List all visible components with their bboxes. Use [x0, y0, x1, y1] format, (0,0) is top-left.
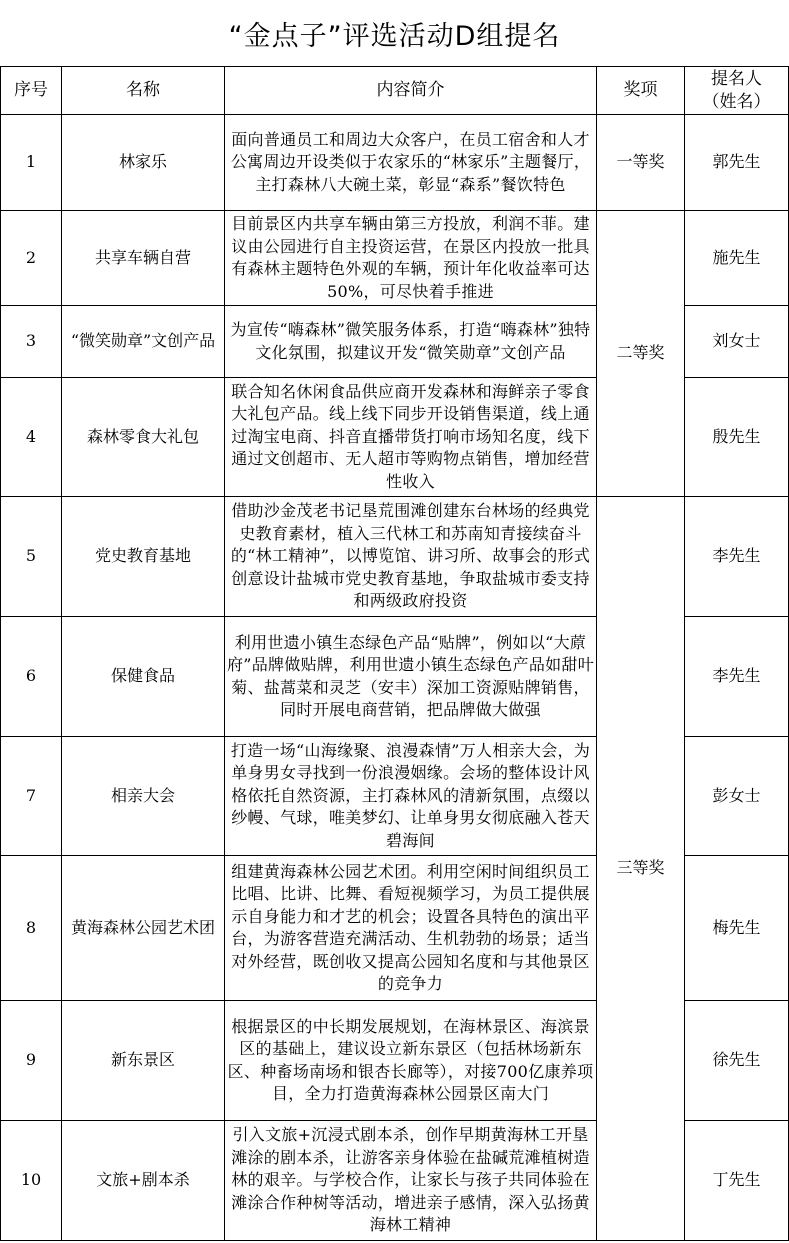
row-name: 相亲大会 [62, 737, 225, 856]
row-index: 4 [1, 378, 62, 497]
table-row [1, 497, 789, 617]
row-nominator: 彭女士 [685, 737, 789, 856]
award-third: 三等奖 [597, 497, 685, 1241]
page-title: “金点子”评选活动D组提名 [228, 20, 561, 52]
row-nominator: 刘女士 [685, 306, 789, 378]
award-first: 一等奖 [597, 115, 685, 211]
row-description: 利用世遗小镇生态绿色产品“贴牌”，例如以“大蒝府”品牌做贴牌，利用世遗小镇生态绿色产品如甜叶菊、盐蒿菜和灵芝（安丰）深加工资源贴牌销售，同时开展电商营销，把品牌做大做强 [225, 617, 597, 737]
row-nominator: 殷先生 [685, 378, 789, 497]
row-name: “微笑勋章”文创产品 [62, 306, 225, 378]
row-index: 1 [1, 115, 62, 211]
row-index: 2 [1, 211, 62, 306]
row-description: 引入文旅+沉浸式剧本杀，创作早期黄海林工开垦滩涂的剧本杀，让游客亲身体验在盐碱荒滩植树造林的艰辛。与学校合作，让家长与孩子共同体验在滩涂合作种树等活动，增进亲子感情，深入弘扬黄海林工精神 [225, 1121, 597, 1241]
row-index: 10 [1, 1121, 62, 1241]
award-second: 二等奖 [597, 211, 685, 497]
header-nominator-line1: 提名人 [711, 68, 762, 89]
row-name: 保健食品 [62, 617, 225, 737]
row-description: 组建黄海森林公园艺术团。利用空闲时间组织员工比唱、比讲、比舞、看短视频学习，为员工提供展示自身能力和才艺的机会；设置各具特色的演出平台，为游客营造充满活动、生机勃勃的场景；适当对外经营，既创收又提高公园知名度和与其他景区的竞争力 [225, 856, 597, 1001]
row-name: 共享车辆自营 [62, 211, 225, 306]
header-index: 序号 [1, 67, 62, 115]
row-nominator: 李先生 [685, 497, 789, 617]
header-nominator [685, 67, 789, 115]
header-description: 内容简介 [225, 67, 597, 115]
row-nominator: 丁先生 [685, 1121, 789, 1241]
row-description: 打造一场“山海缘聚、浪漫森情”万人相亲大会，为单身男女寻找到一份浪漫姻缘。会场的整体设计风格依托自然资源，主打森林风的清新氛围，点缀以纱幔、气球，唯美梦幻、让单身男女彻底融入苍天碧海间 [225, 737, 597, 856]
row-index: 7 [1, 737, 62, 856]
row-description: 为宣传“嗨森林”微笑服务体系，打造“嗨森林”独特文化氛围，拟建议开发“微笑勋章”文创产品 [225, 306, 597, 378]
table-row [1, 115, 789, 211]
row-index: 8 [1, 856, 62, 1001]
row-description: 借助沙金茂老书记垦荒围滩创建东台林场的经典党史教育素材，植入三代林工和苏南知青接续奋斗的“林工精神”，以博览馆、讲习所、故事会的形式创意设计盐城市党史教育基地，争取盐城市委支持和两级政府投资 [225, 497, 597, 617]
row-nominator: 徐先生 [685, 1001, 789, 1121]
row-name: 党史教育基地 [62, 497, 225, 617]
row-description: 根据景区的中长期发展规划，在海林景区、海滨景区的基础上，建议设立新东景区（包括林场新东区、种畜场南场和银杏长廊等），对接700亿康养项目，全力打造黄海森林公园景区南大门 [225, 1001, 597, 1121]
row-nominator: 郭先生 [685, 115, 789, 211]
row-name: 林家乐 [62, 115, 225, 211]
row-index: 6 [1, 617, 62, 737]
nomination-table [0, 66, 789, 1241]
row-description: 目前景区内共享车辆由第三方投放，利润不菲。建议由公园进行自主投资运营，在景区内投放一批具有森林主题特色外观的车辆，预计年化收益率可达50%，可尽快着手推进 [225, 211, 597, 306]
header-award: 奖项 [597, 67, 685, 115]
row-name: 文旅+剧本杀 [62, 1121, 225, 1241]
row-index: 9 [1, 1001, 62, 1121]
row-nominator: 梅先生 [685, 856, 789, 1001]
row-name: 黄海森林公园艺术团 [62, 856, 225, 1001]
header-name: 名称 [62, 67, 225, 115]
row-name: 新东景区 [62, 1001, 225, 1121]
row-nominator: 施先生 [685, 211, 789, 306]
row-index: 3 [1, 306, 62, 378]
header-nominator-line2: （姓名） [702, 91, 771, 112]
header-row [1, 67, 789, 115]
row-name: 森林零食大礼包 [62, 378, 225, 497]
row-description: 联合知名休闲食品供应商开发森林和海鲜亲子零食大礼包产品。线上线下同步开设销售渠道，线上通过淘宝电商、抖音直播带货打响市场知名度，线下通过文创超市、无人超市等购物点销售，增加经营性收入 [225, 378, 597, 497]
table-row [1, 211, 789, 306]
row-nominator: 李先生 [685, 617, 789, 737]
row-index: 5 [1, 497, 62, 617]
row-description: 面向普通员工和周边大众客户，在员工宿舍和人才公寓周边开设类似于农家乐的“林家乐”主题餐厅，主打森林八大碗土菜，彰显“森系”餐饮特色 [225, 115, 597, 211]
